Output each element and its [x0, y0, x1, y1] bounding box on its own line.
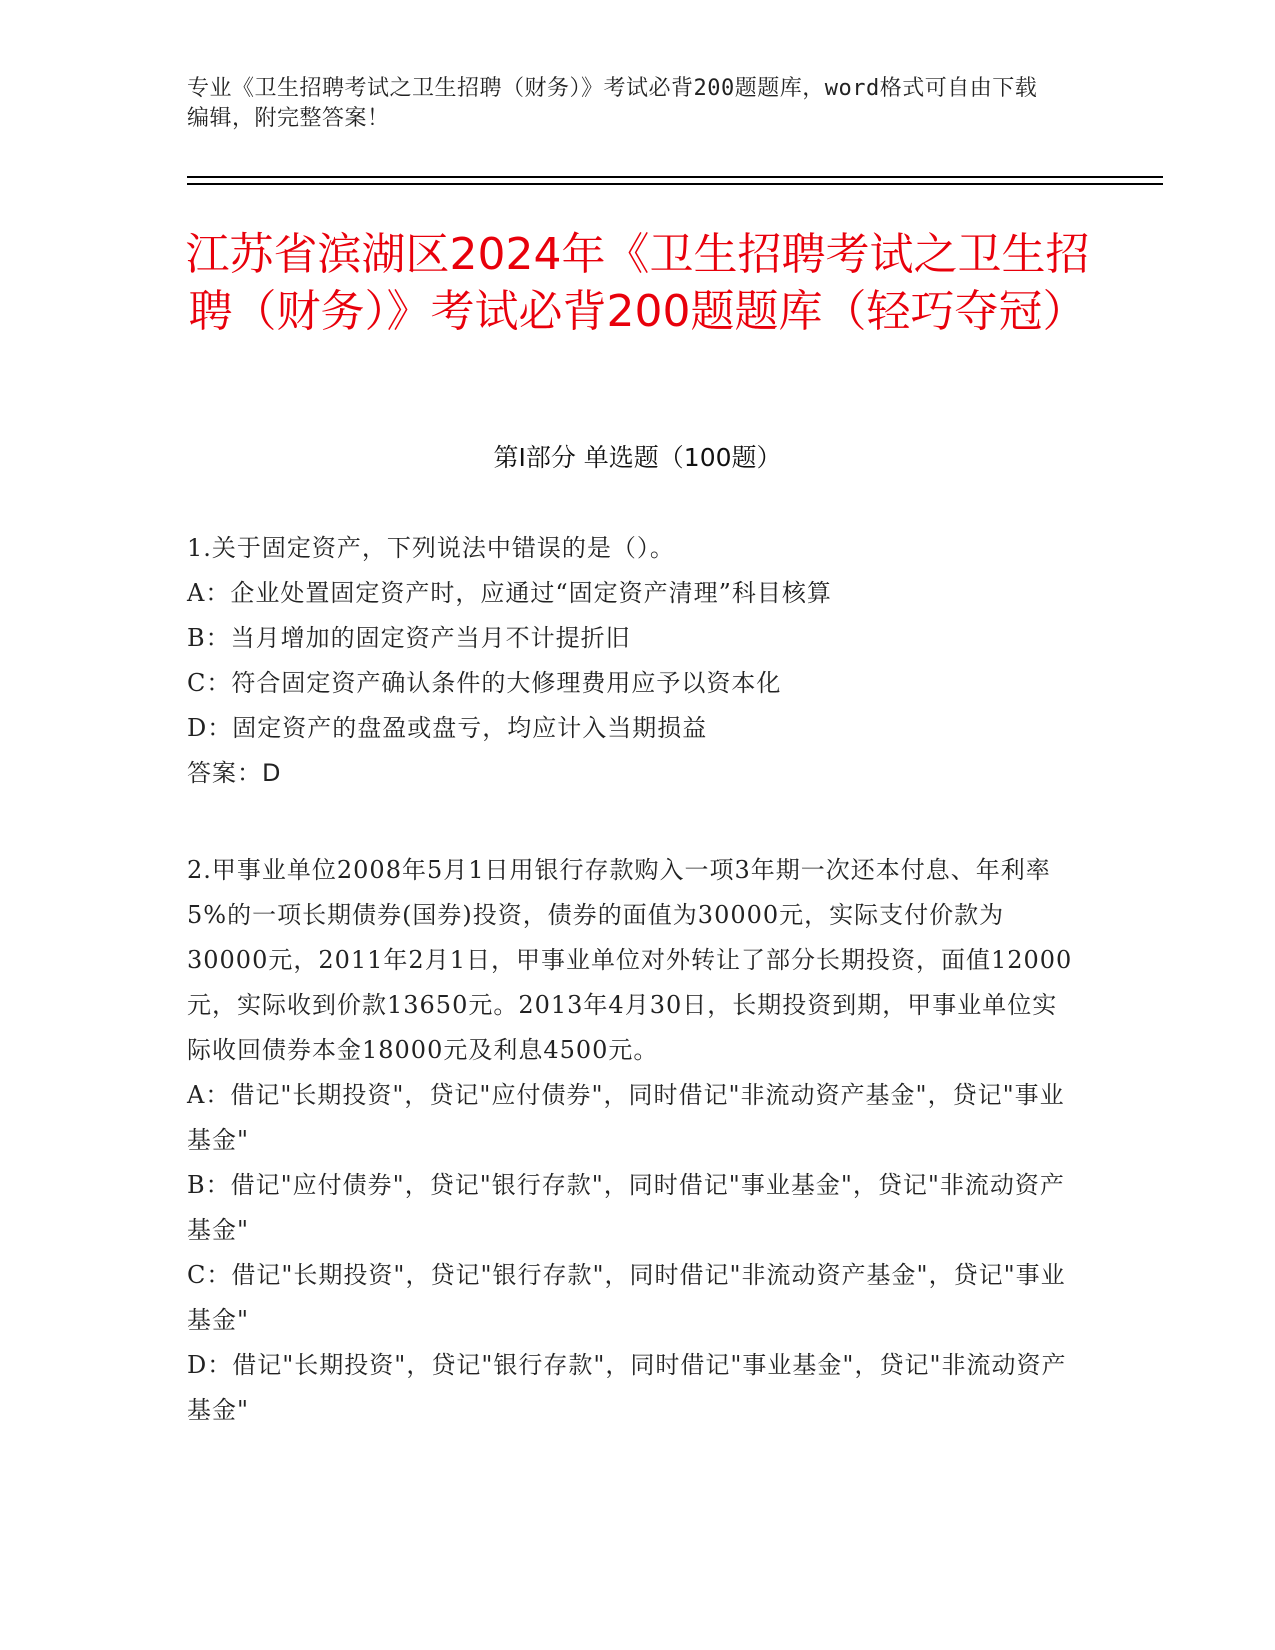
header-rule-top — [187, 176, 1163, 178]
option-c: C：符合固定资产确认条件的大修理费用应予以资本化 — [187, 669, 782, 697]
question-1 — [187, 526, 1077, 796]
document-title: 江苏省滨湖区2024年《卫生招聘考试之卫生招聘（财务）》考试必背200题题库（轻巧夺冠） — [185, 229, 1090, 337]
question-stem: 2.甲事业单位2008年5月1日用银行存款购入一项3年期一次还本付息、年利率5%的一项长期债券(国券)投资，债券的面值为30000元，实际支付价款为30000元，2011年2月1日，甲事业单位对外转让了部分长期投资，面值12000元，实际收到价款13650元。2013年4月30日，长期投资到期，甲事业单位实际收回债券本金18000元及利息4500元。 — [187, 856, 1073, 1064]
answer: 答案：D — [187, 759, 282, 787]
header-note: 专业《卫生招聘考试之卫生招聘（财务）》考试必背200题题库，word格式可自由下载编辑，附完整答案！ — [187, 76, 1038, 131]
option-b: B：借记"应付债券"，贷记"银行存款"，同时借记"事业基金"，贷记"非流动资产基金" — [187, 1171, 1065, 1244]
option-a: A：借记"长期投资"，贷记"应付债券"，同时借记"非流动资产基金"，贷记"事业基金" — [187, 1081, 1065, 1154]
header-rule-bottom — [187, 183, 1163, 185]
option-b: B：当月增加的固定资产当月不计提折旧 — [187, 624, 631, 652]
question-2 — [187, 848, 1077, 1433]
question-stem: 1.关于固定资产，下列说法中错误的是（）。 — [187, 534, 675, 562]
option-c: C：借记"长期投资"，贷记"银行存款"，同时借记"非流动资产基金"，贷记"事业基金" — [187, 1261, 1066, 1334]
section-title: 第Ⅰ部分 单选题（100题） — [493, 443, 782, 472]
option-d: D：固定资产的盘盈或盘亏，均应计入当期损益 — [187, 714, 708, 742]
option-d: D：借记"长期投资"，贷记"银行存款"，同时借记"事业基金"，贷记"非流动资产基金" — [187, 1351, 1067, 1424]
option-a: A：企业处置固定资产时，应通过“固定资产清理”科目核算 — [187, 579, 832, 607]
